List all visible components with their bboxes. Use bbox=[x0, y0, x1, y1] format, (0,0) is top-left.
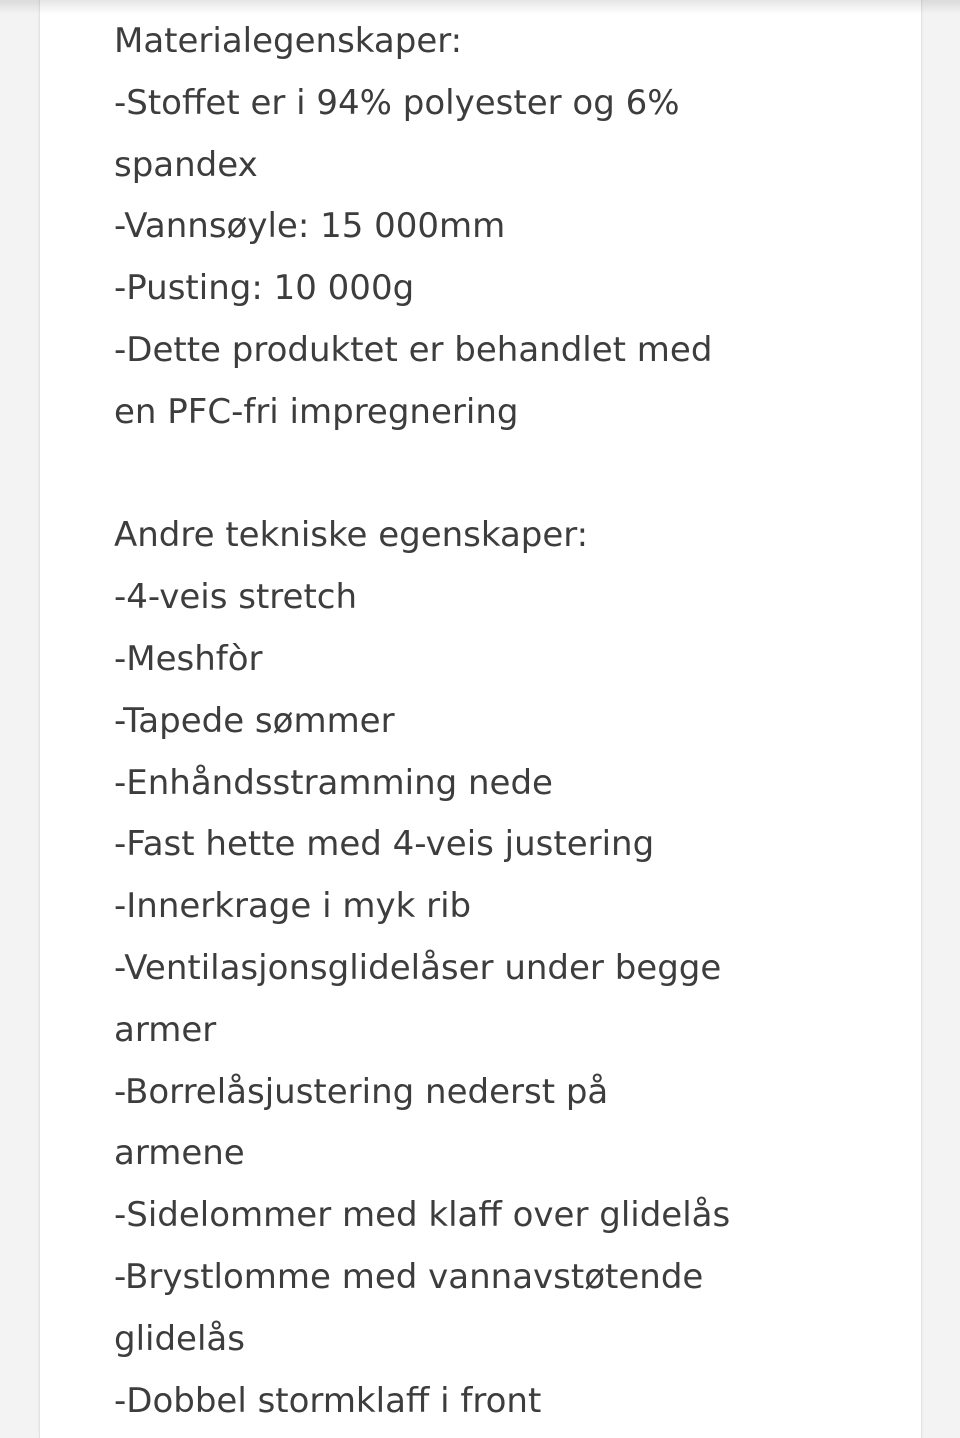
technical-line: armer bbox=[114, 1009, 217, 1050]
material-line: spandex bbox=[114, 144, 258, 185]
material-line: -Pusting: 10 000g bbox=[114, 268, 415, 309]
material-heading: Materialegenskaper: bbox=[114, 21, 463, 61]
technical-line: glidelås bbox=[114, 1318, 245, 1359]
material-line: en PFC-fri impregnering bbox=[114, 391, 519, 432]
technical-line: -Sidelommer med klaff over glidelås bbox=[114, 1195, 731, 1236]
product-description bbox=[114, 11, 894, 1432]
technical-line: -Innerkrage i myk rib bbox=[114, 886, 472, 927]
technical-line: armene bbox=[114, 1133, 245, 1174]
technical-line: -Meshfòr bbox=[114, 638, 263, 679]
material-line: -Dette produktet er behandlet med bbox=[114, 329, 713, 370]
section-spacer bbox=[114, 444, 894, 506]
material-line: -Stoffet er i 94% polyester og 6% bbox=[114, 82, 680, 123]
technical-line: -4-veis stretch bbox=[114, 577, 358, 618]
technical-line: -Dobbel stormklaff i front bbox=[114, 1380, 542, 1421]
technical-line: -Enhåndsstramming nede bbox=[114, 762, 553, 803]
technical-line: -Borrelåsjustering nederst på bbox=[114, 1071, 609, 1112]
technical-line: -Fast hette med 4-veis justering bbox=[114, 824, 655, 865]
technical-heading: Andre tekniske egenskaper: bbox=[114, 515, 589, 556]
technical-line: -Tapede sømmer bbox=[114, 700, 395, 741]
material-line: -Vannsøyle: 15 000mm bbox=[114, 206, 506, 247]
technical-line: -Brystlomme med vannavstøtende bbox=[114, 1256, 704, 1297]
description-card bbox=[39, 0, 922, 1438]
technical-line: -Ventilasjonsglidelåser under begge bbox=[114, 947, 722, 988]
